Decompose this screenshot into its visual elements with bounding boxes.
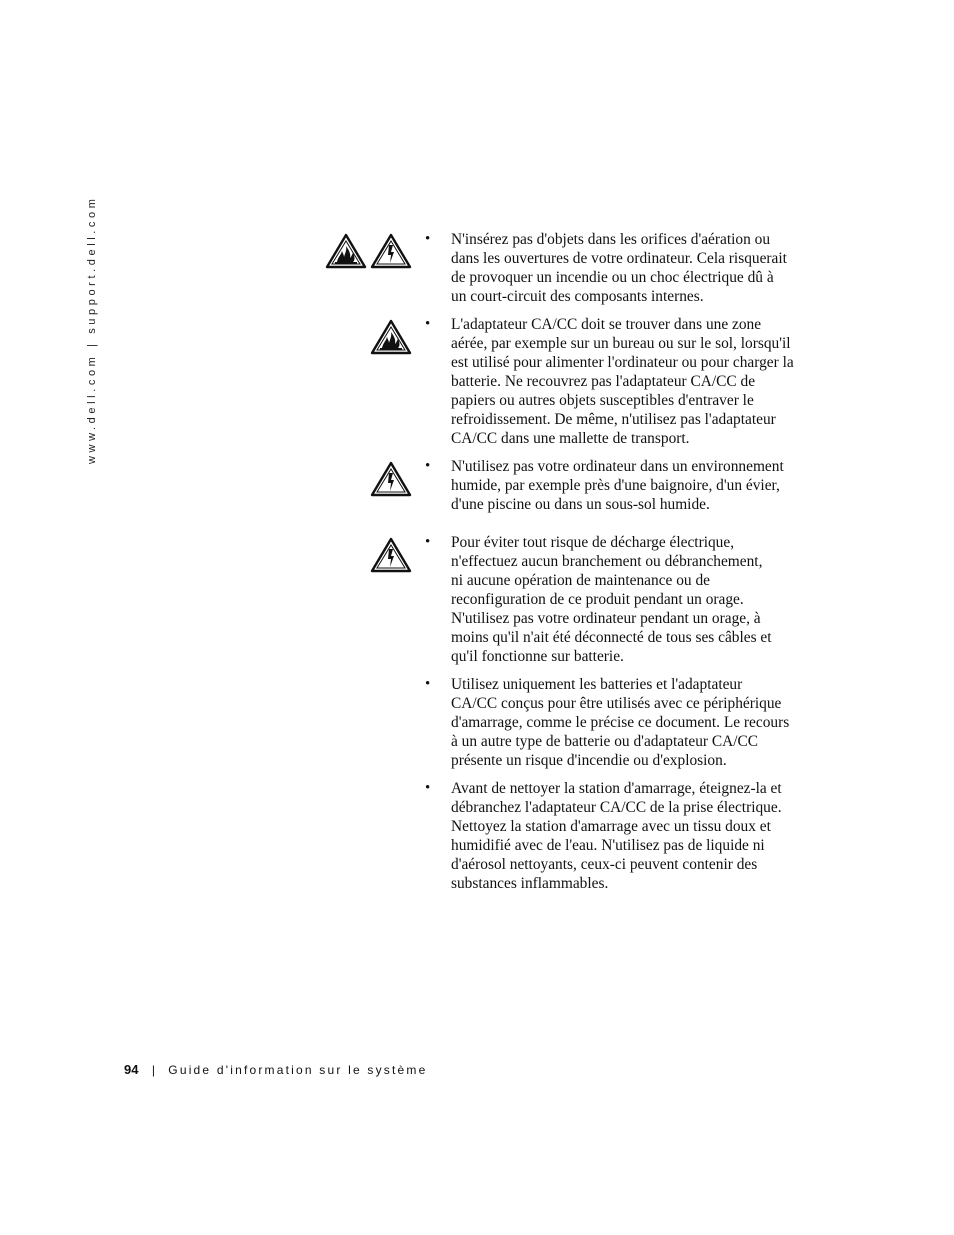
bullet-marker: • (425, 316, 431, 332)
bullet-marker: • (425, 231, 431, 247)
side-website-url: www.dell.com | support.dell.com (86, 195, 98, 464)
fire-warning-icon (325, 233, 367, 269)
bullet-marker: • (425, 780, 431, 796)
electric-shock-warning-icon (370, 537, 412, 573)
page-number: 94 (124, 1062, 139, 1077)
fire-warning-icon (370, 319, 412, 355)
list-item-text: Utilisez uniquement les batteries et l'adaptateur CA/CC conçus pour être utilisés avec ce périphérique d'amarrage, comme le précise ce document. Le recours à un autre type de batterie ou d'adaptateur CA/CC présente un risque d'incendie ou d'explosion. (451, 676, 790, 769)
list-item-text: N'utilisez pas votre ordinateur dans un environnement humide, par exemple près d'une baignoire, d'un évier, d'une piscine ou dans un sous-sol humide. (451, 458, 784, 513)
list-item-text: L'adaptateur CA/CC doit se trouver dans une zone aérée, par exemple sur un bureau ou sur le sol, lorsqu'il est utilisé pour alimenter l'ordinateur ou pour charger la batterie. Ne recouvrez pas l'adaptateur CA/CC de papiers ou autres objets susceptibles d'entraver le refroidissement. De même, n'utilisez pas l'adaptateur CA/CC dans une mallette de transport. (451, 316, 794, 447)
list-item-text: Avant de nettoyer la station d'amarrage, éteignez-la et débranchez l'adaptateur CA/CC de la prise électrique. Nettoyez la station d'amarrage avec un tissu doux et humidifié avec de l'eau. N'utilisez pas de liquide ni d'aérosol nettoyants, ceux-ci peuvent contenir des substances inflammables. (451, 780, 782, 892)
list-item-text: Pour éviter tout risque de décharge électrique, n'effectuez aucun branchement ou débranchement, ni aucune opération de maintenance ou de reconfiguration de ce produit pendant un orage. N'utilisez pas votre ordinateur pendant un orage, à moins qu'il n'ait été déconnecté de tous ses câbles et qu'il fonctionne sur batterie. (451, 534, 772, 665)
bullet-marker: • (425, 534, 431, 550)
bullet-marker: • (425, 458, 431, 474)
page-footer (124, 1062, 427, 1077)
electric-shock-warning-icon (370, 233, 412, 269)
footer-document-title: Guide d'information sur le système (168, 1063, 428, 1077)
electric-shock-warning-icon (370, 461, 412, 497)
list-item-text: N'insérez pas d'objets dans les orifices d'aération ou dans les ouvertures de votre ordinateur. Cela risquerait de provoquer un incendie ou un choc électrique dû à un court-circuit des composants internes. (451, 231, 787, 305)
bullet-marker: • (425, 676, 431, 692)
footer-separator: | (151, 1063, 155, 1077)
